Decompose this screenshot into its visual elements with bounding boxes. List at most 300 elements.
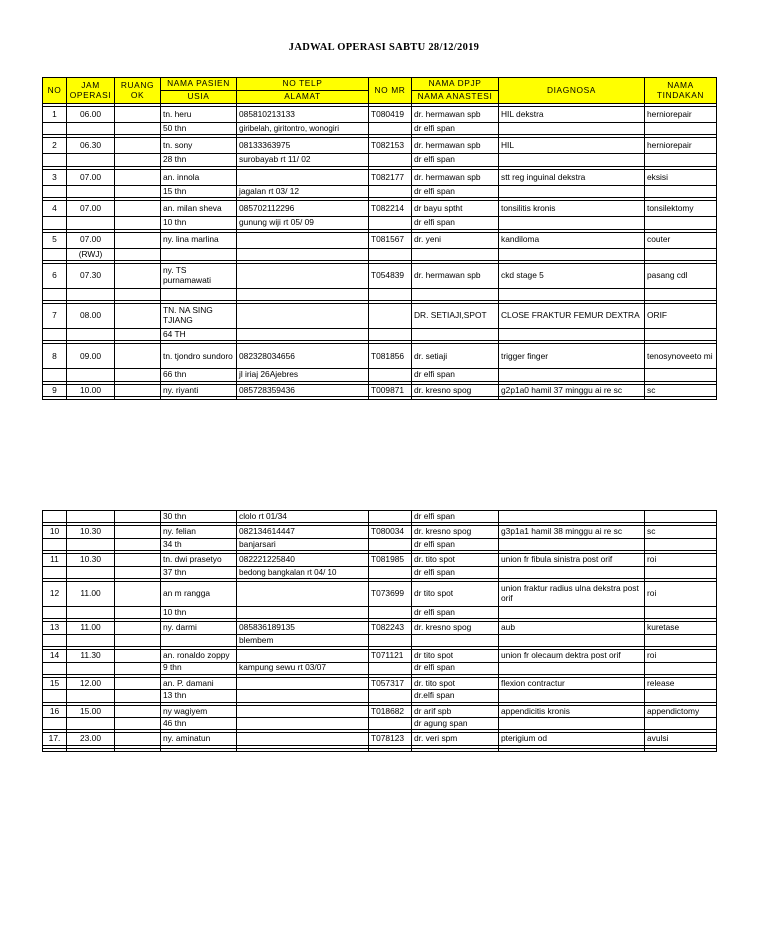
cell-no <box>43 154 67 166</box>
cell-no: 9 <box>43 384 67 396</box>
cell-dpjp-anastesi <box>412 248 499 260</box>
cell-no-mr <box>369 185 412 197</box>
cell-tindakan: herniorepair <box>645 107 717 123</box>
cell-pasien-usia: 46 thn <box>161 718 237 730</box>
cell-jam <box>67 369 115 381</box>
cell-no-mr <box>369 538 412 550</box>
cell-jam: (RWJ) <box>67 248 115 260</box>
cell-jam: 15.00 <box>67 705 115 717</box>
cell-telp-alamat: jl iriaj 26Ajebres <box>237 369 369 381</box>
cell-ruang <box>115 718 161 730</box>
cell-pasien-usia: ny. felian <box>161 526 237 538</box>
cell-dpjp-anastesi: dr elfi span <box>412 154 499 166</box>
table-row <box>43 566 717 578</box>
cell-jam: 08.00 <box>67 303 115 328</box>
cell-diagnosa <box>499 288 645 300</box>
cell-telp-alamat <box>237 733 369 745</box>
cell-telp-alamat <box>237 288 369 300</box>
cell-pasien-usia <box>161 288 237 300</box>
cell-diagnosa <box>499 662 645 674</box>
table-row <box>43 123 717 135</box>
cell-pasien-usia: 64 TH <box>161 328 237 340</box>
cell-no-mr: T082243 <box>369 622 412 634</box>
cell-no-mr <box>369 369 412 381</box>
cell-tindakan <box>645 185 717 197</box>
cell-diagnosa <box>499 634 645 646</box>
cell-telp-alamat <box>237 303 369 328</box>
cell-telp-alamat: 085702112296 <box>237 201 369 217</box>
cell-pasien-usia: ny. lina marlina <box>161 232 237 248</box>
table-row <box>43 328 717 340</box>
cell-diagnosa <box>499 248 645 260</box>
table-row <box>43 232 717 248</box>
cell-telp-alamat <box>237 705 369 717</box>
cell-jam: 12.00 <box>67 677 115 689</box>
cell-ruang <box>115 263 161 288</box>
cell-tindakan: pasang cdl <box>645 263 717 288</box>
cell-pasien-usia: 28 thn <box>161 154 237 166</box>
cell-ruang <box>115 634 161 646</box>
spacer-cell <box>43 748 67 751</box>
cell-jam <box>67 718 115 730</box>
cell-ruang <box>115 622 161 634</box>
cell-telp-alamat: gunung wiji rt 05/ 09 <box>237 217 369 229</box>
cell-tindakan <box>645 369 717 381</box>
cell-jam <box>67 328 115 340</box>
cell-ruang <box>115 650 161 662</box>
cell-pasien-usia: ny. aminatun <box>161 733 237 745</box>
cell-no-mr: T009871 <box>369 384 412 396</box>
cell-tindakan <box>645 328 717 340</box>
cell-dpjp-anastesi: dr. tito spot <box>412 677 499 689</box>
cell-no-mr <box>369 606 412 618</box>
cell-ruang <box>115 201 161 217</box>
cell-tindakan <box>645 248 717 260</box>
cell-jam: 11.00 <box>67 581 115 606</box>
cell-jam: 10.30 <box>67 526 115 538</box>
cell-diagnosa: g3p1a1 hamil 38 minggu ai re sc <box>499 526 645 538</box>
cell-telp-alamat: bedong bangkalan rt 04/ 10 <box>237 566 369 578</box>
cell-ruang <box>115 705 161 717</box>
cell-pasien-usia: ny. TS purnamawati <box>161 263 237 288</box>
cell-jam: 11.30 <box>67 650 115 662</box>
cell-ruang <box>115 677 161 689</box>
cell-no-mr: T054839 <box>369 263 412 288</box>
cell-diagnosa: ckd stage 5 <box>499 263 645 288</box>
cell-ruang <box>115 690 161 702</box>
cell-jam <box>67 566 115 578</box>
cell-pasien-usia: tn. heru <box>161 107 237 123</box>
table-row <box>43 344 717 369</box>
cell-tindakan <box>645 154 717 166</box>
cell-dpjp-anastesi: dr. yeni <box>412 232 499 248</box>
cell-diagnosa: stt reg inguinal dekstra <box>499 169 645 185</box>
cell-telp-alamat: giribelah, giritontro, wonogiri <box>237 123 369 135</box>
cell-tindakan <box>645 217 717 229</box>
table-row <box>43 622 717 634</box>
cell-no-mr <box>369 718 412 730</box>
cell-telp-alamat <box>237 677 369 689</box>
cell-no-mr: T080034 <box>369 526 412 538</box>
cell-pasien-usia: ny wagiyem <box>161 705 237 717</box>
cell-tindakan <box>645 511 717 523</box>
cell-ruang <box>115 662 161 674</box>
cell-dpjp-anastesi: dr agung span <box>412 718 499 730</box>
cell-jam <box>67 538 115 550</box>
cell-tindakan <box>645 718 717 730</box>
table-row <box>43 138 717 154</box>
cell-pasien-usia: tn. dwi prasetyo <box>161 554 237 566</box>
cell-jam <box>67 690 115 702</box>
table-row <box>43 248 717 260</box>
cell-no <box>43 248 67 260</box>
cell-pasien-usia: tn. tjondro sundoro <box>161 344 237 369</box>
cell-pasien-usia: ny. riyanti <box>161 384 237 396</box>
cell-tindakan: kuretase <box>645 622 717 634</box>
cell-jam: 06.00 <box>67 107 115 123</box>
cell-diagnosa: union fr fibula sinistra post orif <box>499 554 645 566</box>
cell-telp-alamat <box>237 690 369 702</box>
cell-tindakan <box>645 538 717 550</box>
cell-telp-alamat: 085728359436 <box>237 384 369 396</box>
header-nama-dpjp: NAMA DPJP <box>412 78 499 91</box>
cell-pasien-usia: 37 thn <box>161 566 237 578</box>
table-row <box>43 303 717 328</box>
cell-tindakan <box>645 123 717 135</box>
table-row <box>43 705 717 717</box>
cell-ruang <box>115 511 161 523</box>
spacer-cell <box>67 397 115 400</box>
cell-no <box>43 217 67 229</box>
cell-dpjp-anastesi: dr arif spb <box>412 705 499 717</box>
row-spacer <box>43 748 717 751</box>
cell-diagnosa <box>499 217 645 229</box>
cell-pasien-usia: an. milan sheva <box>161 201 237 217</box>
cell-diagnosa <box>499 328 645 340</box>
cell-no: 2 <box>43 138 67 154</box>
cell-pasien-usia: tn. sony <box>161 138 237 154</box>
header-no-mr: NO MR <box>369 78 412 104</box>
cell-no-mr: T081856 <box>369 344 412 369</box>
cell-dpjp-anastesi: dr. kresno spog <box>412 526 499 538</box>
cell-telp-alamat: 082134614447 <box>237 526 369 538</box>
cell-no-mr <box>369 690 412 702</box>
cell-no-mr: T082153 <box>369 138 412 154</box>
cell-no-mr <box>369 634 412 646</box>
cell-dpjp-anastesi: dr elfi span <box>412 217 499 229</box>
cell-telp-alamat: jagalan rt 03/ 12 <box>237 185 369 197</box>
cell-jam <box>67 634 115 646</box>
cell-tindakan <box>645 690 717 702</box>
cell-no <box>43 288 67 300</box>
table-row <box>43 185 717 197</box>
table-row <box>43 538 717 550</box>
spacer-cell <box>161 748 237 751</box>
cell-no <box>43 662 67 674</box>
cell-jam: 07.00 <box>67 232 115 248</box>
cell-jam <box>67 123 115 135</box>
cell-diagnosa <box>499 369 645 381</box>
spacer-cell <box>237 748 369 751</box>
page-title: JADWAL OPERASI SABTU 28/12/2019 <box>288 42 480 53</box>
cell-dpjp-anastesi: dr elfi span <box>412 662 499 674</box>
cell-jam: 07.30 <box>67 263 115 288</box>
cell-ruang <box>115 169 161 185</box>
cell-diagnosa: appendicitis kronis <box>499 705 645 717</box>
cell-jam: 10.00 <box>67 384 115 396</box>
cell-telp-alamat <box>237 328 369 340</box>
table-row <box>43 526 717 538</box>
cell-diagnosa <box>499 718 645 730</box>
cell-ruang <box>115 123 161 135</box>
cell-diagnosa: aub <box>499 622 645 634</box>
cell-jam: 11.00 <box>67 622 115 634</box>
cell-no-mr: T018682 <box>369 705 412 717</box>
cell-diagnosa <box>499 154 645 166</box>
table-row <box>43 690 717 702</box>
cell-diagnosa: flexion contractur <box>499 677 645 689</box>
cell-dpjp-anastesi: dr. kresno spog <box>412 622 499 634</box>
cell-telp-alamat: 082328034656 <box>237 344 369 369</box>
cell-ruang <box>115 217 161 229</box>
cell-diagnosa <box>499 538 645 550</box>
cell-no: 11 <box>43 554 67 566</box>
cell-no <box>43 606 67 618</box>
cell-tindakan: avulsi <box>645 733 717 745</box>
cell-tindakan: couter <box>645 232 717 248</box>
cell-no-mr <box>369 288 412 300</box>
cell-jam: 23.00 <box>67 733 115 745</box>
spacer-cell <box>115 397 161 400</box>
spacer-cell <box>412 748 499 751</box>
cell-diagnosa <box>499 690 645 702</box>
table-row <box>43 554 717 566</box>
cell-dpjp-anastesi: dr. hermawan spb <box>412 263 499 288</box>
cell-pasien-usia: an. innola <box>161 169 237 185</box>
table-row <box>43 288 717 300</box>
cell-dpjp-anastesi: dr elfi span <box>412 369 499 381</box>
cell-no-mr: T073699 <box>369 581 412 606</box>
cell-dpjp-anastesi: dr tito spot <box>412 581 499 606</box>
cell-tindakan: appendictomy <box>645 705 717 717</box>
header-nama-tindakan: NAMA TINDAKAN <box>645 78 717 104</box>
cell-no <box>43 328 67 340</box>
spacer-cell <box>67 748 115 751</box>
cell-tindakan: roi <box>645 554 717 566</box>
header-jam-operasi: JAM OPERASI <box>67 78 115 104</box>
cell-no-mr: T082177 <box>369 169 412 185</box>
cell-telp-alamat: 082221225840 <box>237 554 369 566</box>
spacer-cell <box>412 397 499 400</box>
header-usia: USIA <box>161 91 237 104</box>
cell-no-mr: T080419 <box>369 107 412 123</box>
cell-no: 17. <box>43 733 67 745</box>
table-row <box>43 662 717 674</box>
cell-jam <box>67 217 115 229</box>
cell-no-mr: T081567 <box>369 232 412 248</box>
cell-no <box>43 690 67 702</box>
cell-tindakan: tenosynoveeto mi <box>645 344 717 369</box>
cell-telp-alamat <box>237 248 369 260</box>
cell-pasien-usia: 30 thn <box>161 511 237 523</box>
cell-no <box>43 718 67 730</box>
cell-jam: 10.30 <box>67 554 115 566</box>
cell-no-mr: T081985 <box>369 554 412 566</box>
cell-diagnosa: union fr olecaum dektra post orif <box>499 650 645 662</box>
cell-jam <box>67 154 115 166</box>
cell-dpjp-anastesi <box>412 328 499 340</box>
cell-telp-alamat: surobayab rt 11/ 02 <box>237 154 369 166</box>
cell-tindakan <box>645 634 717 646</box>
cell-dpjp-anastesi: dr. tito spot <box>412 554 499 566</box>
cell-dpjp-anastesi: dr. hermawan spb <box>412 107 499 123</box>
cell-no-mr <box>369 566 412 578</box>
spacer-cell <box>369 748 412 751</box>
cell-no: 14 <box>43 650 67 662</box>
cell-dpjp-anastesi: dr elfi span <box>412 606 499 618</box>
cell-pasien-usia <box>161 634 237 646</box>
cell-no <box>43 123 67 135</box>
cell-no <box>43 566 67 578</box>
cell-pasien-usia: 15 thn <box>161 185 237 197</box>
table-row <box>43 384 717 396</box>
cell-no: 15 <box>43 677 67 689</box>
cell-tindakan: roi <box>645 581 717 606</box>
cell-dpjp-anastesi: dr elfi span <box>412 123 499 135</box>
cell-no-mr: T057317 <box>369 677 412 689</box>
cell-diagnosa: CLOSE FRAKTUR FEMUR DEXTRA <box>499 303 645 328</box>
spacer-cell <box>115 748 161 751</box>
cell-tindakan: roi <box>645 650 717 662</box>
cell-telp-alamat <box>237 169 369 185</box>
cell-dpjp-anastesi <box>412 288 499 300</box>
table-row <box>43 511 717 523</box>
cell-no-mr <box>369 328 412 340</box>
cell-ruang <box>115 554 161 566</box>
cell-no: 6 <box>43 263 67 288</box>
table-row <box>43 581 717 606</box>
cell-no-mr <box>369 248 412 260</box>
cell-dpjp-anastesi: dr. hermawan spb <box>412 169 499 185</box>
spacer-cell <box>499 397 645 400</box>
cell-diagnosa <box>499 566 645 578</box>
spacer-cell <box>161 397 237 400</box>
cell-diagnosa: union fraktur radius ulna dekstra post orif <box>499 581 645 606</box>
schedule-table-top <box>42 77 717 400</box>
cell-jam <box>67 185 115 197</box>
cell-diagnosa: g2p1a0 hamil 37 minggu ai re sc <box>499 384 645 396</box>
cell-no-mr: T078123 <box>369 733 412 745</box>
cell-no <box>43 185 67 197</box>
table-row <box>43 217 717 229</box>
cell-jam: 07.00 <box>67 201 115 217</box>
cell-ruang <box>115 538 161 550</box>
spacer-cell <box>43 397 67 400</box>
cell-ruang <box>115 185 161 197</box>
cell-jam: 06.30 <box>67 138 115 154</box>
table-row <box>43 369 717 381</box>
cell-diagnosa <box>499 511 645 523</box>
header-diagnosa: DIAGNOSA <box>499 78 645 104</box>
cell-tindakan: sc <box>645 526 717 538</box>
cell-pasien-usia: TN. NA SING TJIANG <box>161 303 237 328</box>
cell-no <box>43 369 67 381</box>
cell-no: 8 <box>43 344 67 369</box>
cell-pasien-usia: an. ronaldo zoppy <box>161 650 237 662</box>
cell-no <box>43 634 67 646</box>
cell-dpjp-anastesi: dr elfi span <box>412 538 499 550</box>
cell-no-mr <box>369 662 412 674</box>
spacer-cell <box>369 397 412 400</box>
table-row <box>43 263 717 288</box>
cell-telp-alamat: clolo rt 01/34 <box>237 511 369 523</box>
cell-dpjp-anastesi: dr elfi span <box>412 185 499 197</box>
cell-ruang <box>115 733 161 745</box>
header-nama-pasien: NAMA PASIEN <box>161 78 237 91</box>
spacer-cell <box>237 397 369 400</box>
cell-telp-alamat: 085836189135 <box>237 622 369 634</box>
cell-ruang <box>115 138 161 154</box>
cell-jam: 09.00 <box>67 344 115 369</box>
cell-no-mr <box>369 154 412 166</box>
cell-ruang <box>115 566 161 578</box>
cell-dpjp-anastesi: dr. kresno spog <box>412 384 499 396</box>
cell-ruang <box>115 606 161 618</box>
cell-tindakan <box>645 662 717 674</box>
cell-dpjp-anastesi: dr bayu sptht <box>412 201 499 217</box>
cell-dpjp-anastesi: dr. hermawan spb <box>412 138 499 154</box>
cell-no: 16 <box>43 705 67 717</box>
cell-pasien-usia: ny. darmi <box>161 622 237 634</box>
cell-pasien-usia: 13 thn <box>161 690 237 702</box>
cell-no <box>43 511 67 523</box>
cell-jam <box>67 511 115 523</box>
cell-telp-alamat: blembem <box>237 634 369 646</box>
cell-no: 4 <box>43 201 67 217</box>
cell-no-mr <box>369 123 412 135</box>
cell-tindakan: tonsilektomy <box>645 201 717 217</box>
cell-pasien-usia: 34 th <box>161 538 237 550</box>
schedule-table-bottom <box>42 510 717 752</box>
cell-ruang <box>115 384 161 396</box>
cell-dpjp-anastesi <box>412 634 499 646</box>
cell-ruang <box>115 526 161 538</box>
header-ruang-ok: RUANG OK <box>115 78 161 104</box>
table-row <box>43 606 717 618</box>
cell-telp-alamat <box>237 606 369 618</box>
cell-tindakan <box>645 566 717 578</box>
cell-telp-alamat: kampung sewu rt 03/07 <box>237 662 369 674</box>
cell-telp-alamat: banjarsari <box>237 538 369 550</box>
cell-telp-alamat <box>237 650 369 662</box>
cell-no: 10 <box>43 526 67 538</box>
cell-tindakan: release <box>645 677 717 689</box>
cell-diagnosa: trigger finger <box>499 344 645 369</box>
cell-telp-alamat: 085810213133 <box>237 107 369 123</box>
cell-pasien-usia: an m rangga <box>161 581 237 606</box>
cell-no: 12 <box>43 581 67 606</box>
header-nama-anastesi: NAMA ANASTESI <box>412 91 499 104</box>
cell-ruang <box>115 288 161 300</box>
table-row <box>43 154 717 166</box>
header-no: NO <box>43 78 67 104</box>
cell-no-mr <box>369 511 412 523</box>
table-row <box>43 733 717 745</box>
row-spacer <box>43 397 717 400</box>
cell-no-mr: T082214 <box>369 201 412 217</box>
cell-pasien-usia: 10 thn <box>161 606 237 618</box>
cell-pasien-usia <box>161 248 237 260</box>
